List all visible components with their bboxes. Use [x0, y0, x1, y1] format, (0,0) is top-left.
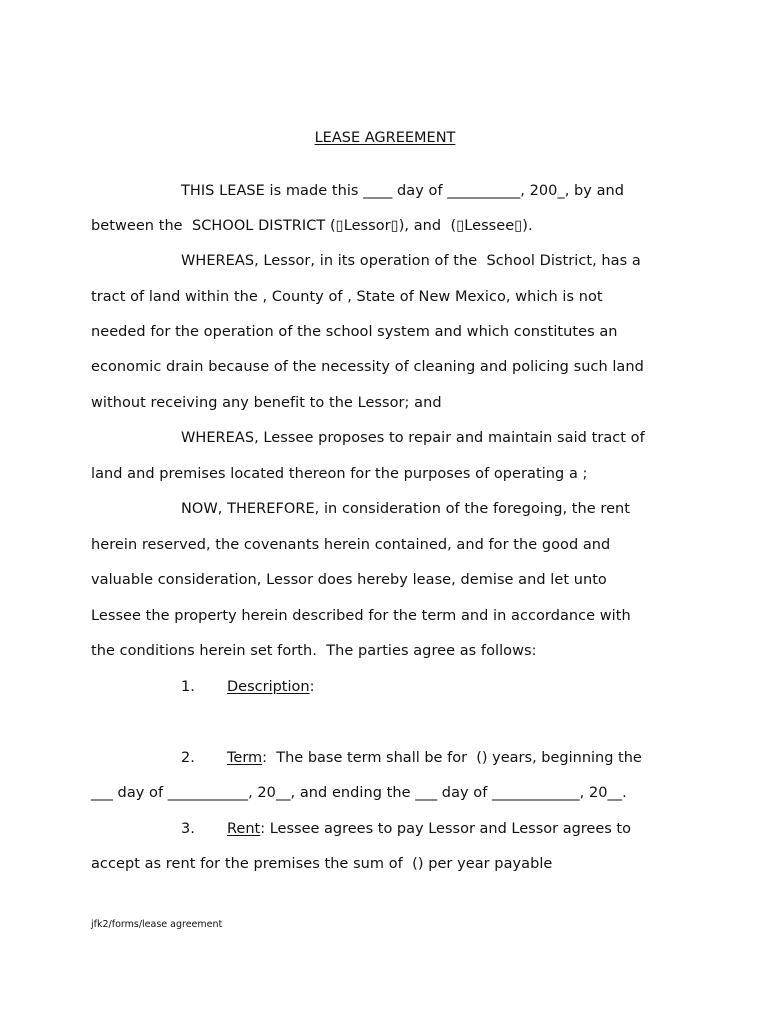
section-number: 3.	[181, 821, 195, 837]
paragraph-line: between the SCHOOL DISTRICT (▯Lessor▯), and (▯Lessee▯).	[91, 218, 533, 234]
document-title: LEASE AGREEMENT	[314, 130, 456, 146]
section-3-text	[227, 819, 631, 839]
paragraph-line: Lessee the property herein described for the term and in accordance with	[91, 608, 631, 624]
paragraph-line: NOW, THEREFORE, in consideration of the foregoing, the rent	[181, 501, 631, 517]
paragraph-line: without receiving any benefit to the Lessor; and	[91, 395, 442, 411]
section-1-text	[227, 677, 314, 697]
paragraph-line: economic drain because of the necessity of cleaning and policing such land	[91, 359, 644, 375]
section-body: : The base term shall be for () years, beginning the	[262, 750, 642, 766]
section-heading: Rent	[227, 821, 261, 837]
paragraph-line: needed for the operation of the school system and which constitutes an	[91, 324, 618, 340]
paragraph-line: tract of land within the , County of , State of New Mexico, which is not	[91, 289, 603, 305]
paragraph-line: land and premises located thereon for the purposes of operating a ;	[91, 466, 588, 482]
paragraph-line: herein reserved, the covenants herein contained, and for the good and	[91, 537, 611, 553]
section-heading: Term	[227, 750, 263, 766]
section-number: 1.	[181, 679, 195, 695]
footer-path: jfk2/forms/lease agreement	[91, 919, 223, 930]
paragraph-line: WHEREAS, Lessee proposes to repair and maintain said tract of	[181, 430, 645, 446]
paragraph-line: THIS LEASE is made this ____ day of __________, 200_, by and	[181, 183, 624, 199]
section-number: 2.	[181, 750, 195, 766]
paragraph-line: WHEREAS, Lessor, in its operation of the School District, has a	[181, 253, 641, 269]
section-2-text	[227, 748, 642, 768]
section-heading: Description	[227, 679, 310, 695]
paragraph-line: valuable consideration, Lessor does hereby lease, demise and let unto	[91, 572, 607, 588]
paragraph-line: the conditions herein set forth. The parties agree as follows:	[91, 643, 537, 659]
section-body: :	[309, 679, 315, 695]
section-continuation: ___ day of ___________, 20__, and ending the ___ day of ____________, 20__.	[91, 785, 627, 801]
section-continuation: accept as rent for the premises the sum of () per year payable	[91, 856, 553, 872]
section-body: : Lessee agrees to pay Lessor and Lessor agrees to	[260, 821, 631, 837]
